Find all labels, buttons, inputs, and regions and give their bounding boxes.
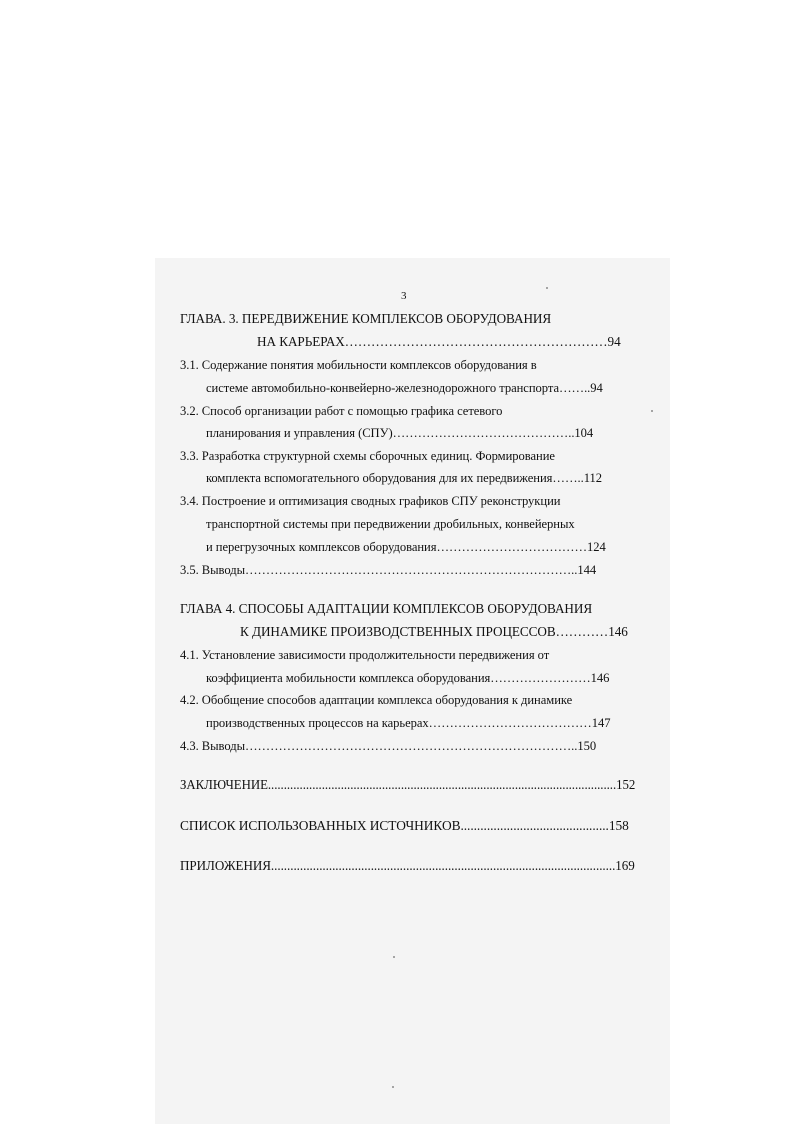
toc-entry-appendices: ПРИЛОЖЕНИЯ...........................................................................................................169	[180, 858, 635, 873]
toc-entry-3-1-line1: 3.1. Содержание понятия мобильности комплексов оборудования в	[180, 358, 537, 372]
toc-entry-4-3: 4.3. Выводы……………………………………………………………………..150	[180, 739, 597, 753]
toc-entry-3-3-line1: 3.3. Разработка структурной схемы сборочных единиц. Формирование	[180, 449, 555, 463]
toc-entry-3-5: 3.5. Выводы……………………………………………………………………..144	[180, 563, 597, 577]
toc-entry-4-1-line1: 4.1. Установление зависимости продолжительности передвижения от	[180, 648, 550, 662]
page-number: 3	[401, 290, 407, 302]
toc-entry-3-4-line1: 3.4. Построение и оптимизация сводных графиков СПУ реконструкции	[180, 494, 561, 508]
toc-entry-3-1-line2: системе автомобильно-конвейерно-железнодорожного транспорта……..94	[206, 381, 603, 395]
toc-entry-conclusion: ЗАКЛЮЧЕНИЕ..............................................................................................................152	[180, 777, 636, 792]
chapter3-heading-line1: ГЛАВА. 3. ПЕРЕДВИЖЕНИЕ КОМПЛЕКСОВ ОБОРУДОВАНИЯ	[180, 311, 552, 326]
toc-entry-3-2-line1: 3.2. Способ организации работ с помощью графика сетевого	[180, 404, 503, 418]
toc-entry-4-2-line1: 4.2. Обобщение способов адаптации комплекса оборудования к динамике	[180, 693, 573, 707]
scan-speck	[392, 1086, 394, 1088]
toc-entry-sources: СПИСОК ИСПОЛЬЗОВАННЫХ ИСТОЧНИКОВ.............................................158	[180, 818, 629, 833]
toc-entry-3-3-line2: комплекта вспомогательного оборудования для их передвижения……..112	[206, 471, 602, 485]
chapter4-heading-line1: ГЛАВА 4. СПОСОБЫ АДАПТАЦИИ КОМПЛЕКСОВ ОБОРУДОВАНИЯ	[180, 601, 593, 616]
scan-speck	[651, 410, 653, 412]
toc-entry-4-2-line2: производственных процессов на карьерах…………………………………147	[206, 716, 611, 730]
toc-entry-3-4-line3: и перегрузочных комплексов оборудования………………………………124	[206, 540, 606, 554]
toc-entry-3-2-line2: планирования и управления (СПУ)……………………………………..104	[206, 426, 594, 440]
toc-entry-4-1-line2: коэффициента мобильности комплекса оборудования……………………146	[206, 671, 610, 685]
scan-speck	[546, 287, 548, 289]
scan-speck	[393, 956, 395, 958]
toc-entry-3-4-line2: транспортной системы при передвижении дробильных, конвейерных	[206, 517, 575, 531]
chapter3-heading-line2: НА КАРЬЕРАХ……………………………………………………94	[257, 334, 621, 349]
chapter4-heading-line2: К ДИНАМИКЕ ПРОИЗВОДСТВЕННЫХ ПРОЦЕССОВ…………146	[240, 624, 628, 639]
